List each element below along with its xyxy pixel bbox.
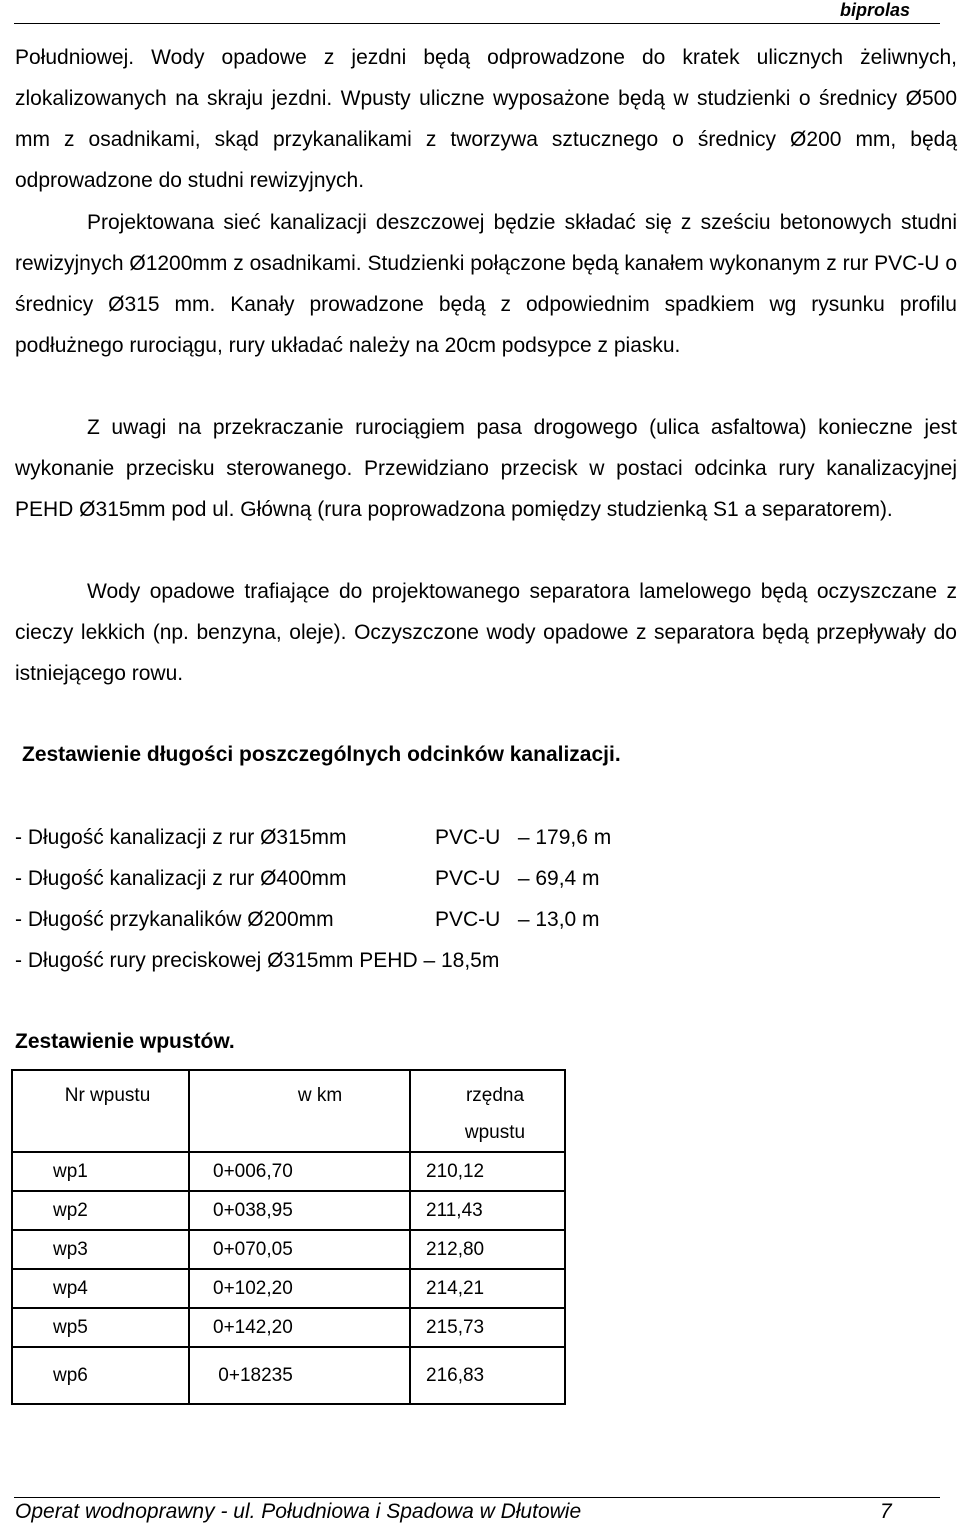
header-nr: Nr wpustu [12,1070,189,1152]
length-row [15,949,499,973]
table-row [12,1230,565,1269]
length-row [15,908,600,932]
cell-nr: wp1 [12,1152,189,1191]
cell-km: 0+006,70 [189,1152,410,1191]
inlets-table [11,1069,566,1405]
cell-rzedna: 210,12 [410,1152,565,1191]
section-title-lengths: Zestawienie długości poszczególnych odcinków kanalizacji. [22,743,621,766]
page-number: 7 [880,1500,892,1523]
table-row [12,1191,565,1230]
header-rzedna: rzędna wpustu [410,1070,565,1152]
length-value: PVC-U – 69,4 m [435,867,600,890]
paragraph-2: Projektowana sieć kanalizacji deszczowej będzie składać się z sześciu betonowych studni rewizyjnych Ø1200mm z osadnikami. Studzienki połączone będą kanałem wykonanym z rur PVC-U o średnicy Ø315 mm. Kanały prowadzone będą z odpowiednim spadkiem wg rysunku profilu podłużnego rurociągu, rury układać należy na 20cm podsypce z piasku. [15,211,957,357]
length-label: - Długość rury preciskowej Ø315mm PEHD – 18,5m [15,949,500,972]
length-value: PVC-U – 179,6 m [435,826,612,849]
cell-nr: wp5 [12,1308,189,1347]
length-label: - Długość przykanalików Ø200mm [15,908,334,931]
length-row [15,867,600,891]
cell-km: 0+142,20 [189,1308,410,1347]
cell-rzedna: 211,43 [410,1191,565,1230]
cell-km: 0+18235 [189,1347,410,1404]
cell-nr: wp6 [12,1347,189,1404]
length-value: PVC-U – 13,0 m [435,908,600,931]
table-row [12,1152,565,1191]
header-brand: biprolas [839,0,910,20]
cell-nr: wp2 [12,1191,189,1230]
cell-rzedna: 215,73 [410,1308,565,1347]
paragraph-1: Południowej. Wody opadowe z jezdni będą odprowadzone do kratek ulicznych żeliwnych, zlokalizowanych na skraju jezdni. Wpusty uliczne wyposażone będą w studzienki o średnicy Ø500 mm z osadnikami, skąd przykanalikami z tworzywa sztucznego o średnicy Ø200 mm, będą odprowadzone do studni rewizyjnych. [15,46,957,192]
footer-rule [14,1497,940,1498]
header-rule [14,23,940,24]
cell-rzedna: 216,83 [410,1347,565,1404]
cell-nr: wp4 [12,1269,189,1308]
length-label: - Długość kanalizacji z rur Ø315mm [15,826,347,849]
cell-km: 0+102,20 [189,1269,410,1308]
length-label: - Długość kanalizacji z rur Ø400mm [15,867,347,890]
table-row [12,1269,565,1308]
cell-rzedna: 212,80 [410,1230,565,1269]
paragraph-4: Wody opadowe trafiające do projektowanego separatora lamelowego będą oczyszczane z cieczy lekkich (np. benzyna, oleje). Oczyszczone wody opadowe z separatora będą przepływały do istniejącego rowu. [15,580,957,685]
paragraph-3: Z uwagi na przekraczanie rurociągiem pasa drogowego (ulica asfaltowa) konieczne jest wykonanie przecisku sterowanego. Przewidziano przecisk w postaci odcinka rury kanalizacyjnej PEHD Ø315mm pod ul. Główną (rura poprowadzona pomiędzy studzienką S1 a separatorem). [15,416,957,521]
cell-km: 0+070,05 [189,1230,410,1269]
footer-title: Operat wodnoprawny - ul. Południowa i Spadowa w Dłutowie [15,1500,582,1523]
cell-nr: wp3 [12,1230,189,1269]
table-header-row [12,1070,565,1152]
table-row [12,1308,565,1347]
cell-km: 0+038,95 [189,1191,410,1230]
cell-rzedna: 214,21 [410,1269,565,1308]
table-row [12,1347,565,1404]
header-km: w km [189,1070,410,1152]
length-row [15,826,611,850]
section-title-inlets: Zestawienie wpustów. [15,1030,235,1053]
